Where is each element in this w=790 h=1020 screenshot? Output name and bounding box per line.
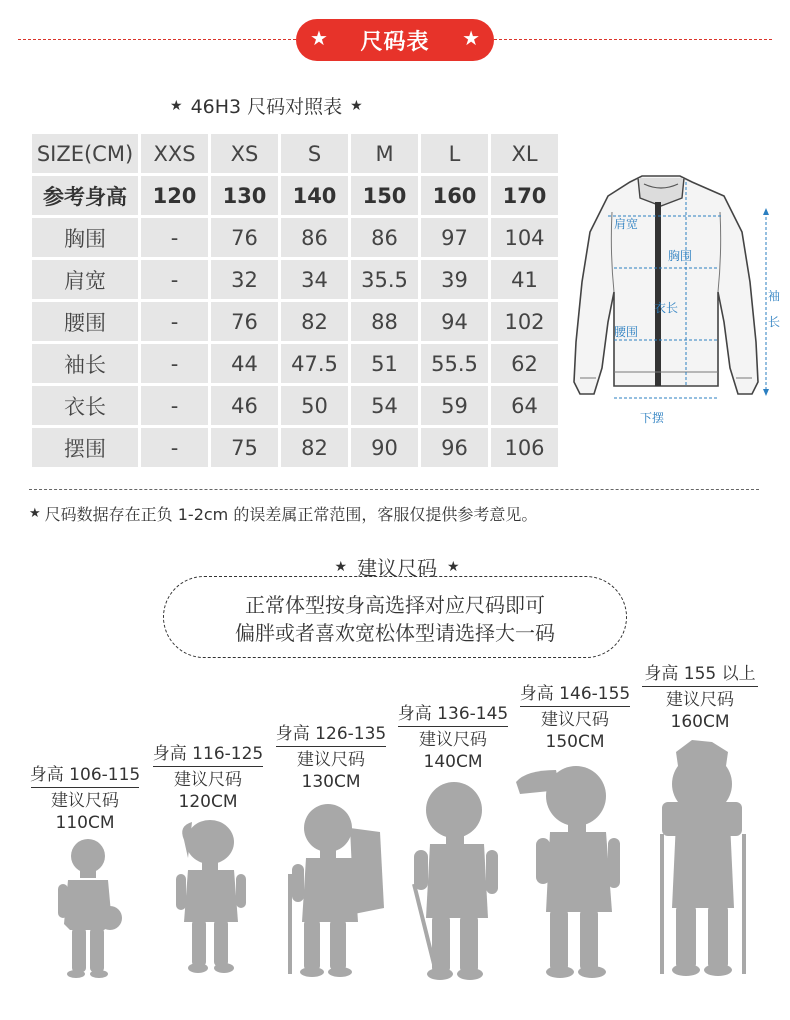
table-title: [170, 92, 420, 119]
kid-size-2: [150, 739, 266, 813]
recommend-line-2: 偏胖或者喜欢宽松体型请选择大一码: [235, 621, 555, 645]
header-badge: [296, 19, 494, 61]
table-cell: 104: [491, 218, 558, 257]
kid-size: 130CM: [301, 772, 361, 792]
kid-height: 身高 136-145: [397, 704, 509, 724]
star-icon: ★: [447, 558, 460, 575]
table-cell: 44: [211, 344, 278, 383]
table-cell: 59: [421, 386, 488, 425]
table-row: [32, 344, 558, 383]
row-label: 腰围: [32, 302, 138, 341]
table-cell: 39: [421, 260, 488, 299]
table-title-text: 46H3 尺码对照表: [190, 96, 343, 118]
recommend-line-1: 正常体型按身高选择对应尺码即可: [245, 593, 545, 617]
table-cell: -: [141, 428, 208, 467]
table-cell: 94: [421, 302, 488, 341]
table-cell: 150: [351, 176, 418, 215]
table-cell: 102: [491, 302, 558, 341]
label-length: 衣长: [654, 301, 679, 315]
kid-size-3: [273, 719, 389, 793]
table-cell: 86: [351, 218, 418, 257]
row-label: 摆围: [32, 428, 138, 467]
kid-size-4: [395, 699, 511, 773]
kid-height: 身高 116-125: [152, 744, 264, 764]
table-cell: -: [141, 218, 208, 257]
kid-height: 身高 106-115: [29, 765, 141, 785]
kid-height: 身高 146-155: [519, 684, 631, 704]
label-sleeve-1: 袖: [768, 289, 781, 303]
page-title: 尺码表: [360, 29, 430, 55]
kid-underline: [31, 787, 139, 788]
note-divider: [29, 489, 759, 490]
jacket-diagram-svg: [552, 172, 790, 432]
kid-label: 建议尺码: [419, 730, 487, 750]
table-cell: 97: [421, 218, 488, 257]
column-header: SIZE(CM): [32, 134, 138, 173]
kid-size: 140CM: [423, 752, 483, 772]
table-row: [32, 302, 558, 341]
label-hem: 下摆: [640, 411, 665, 425]
child-silhouette-1: [56, 836, 126, 978]
recommend-box: [163, 576, 627, 658]
kid-label: 建议尺码: [666, 690, 734, 710]
table-cell: 96: [421, 428, 488, 467]
star-icon: ★: [350, 97, 363, 114]
table-cell: 47.5: [281, 344, 348, 383]
table-cell: 41: [491, 260, 558, 299]
column-header: M: [351, 134, 418, 173]
table-row: [32, 176, 558, 215]
star-icon: ★: [310, 26, 328, 50]
table-cell: 90: [351, 428, 418, 467]
size-table: [29, 131, 561, 470]
table-cell: 54: [351, 386, 418, 425]
label-waist: 腰围: [614, 325, 639, 339]
kid-height: 身高 126-135: [275, 724, 387, 744]
table-cell: 55.5: [421, 344, 488, 383]
table-cell: 88: [351, 302, 418, 341]
table-cell: 32: [211, 260, 278, 299]
header-divider-right: [494, 39, 772, 40]
table-cell: 82: [281, 302, 348, 341]
table-row: [32, 428, 558, 467]
recommend-title-text: 建议尺码: [357, 556, 437, 580]
table-cell: 120: [141, 176, 208, 215]
row-label: 胸围: [32, 218, 138, 257]
table-cell: 86: [281, 218, 348, 257]
kid-label: 建议尺码: [174, 770, 242, 790]
kid-height: 身高 155 以上: [644, 664, 756, 684]
arrow-icon: [763, 208, 769, 215]
table-cell: -: [141, 344, 208, 383]
table-cell: 62: [491, 344, 558, 383]
jacket-diagram: [552, 172, 790, 432]
kid-underline: [276, 746, 386, 747]
column-header: S: [281, 134, 348, 173]
child-silhouette-2: [174, 818, 250, 976]
column-header: XS: [211, 134, 278, 173]
kid-label: 建议尺码: [541, 710, 609, 730]
table-cell: 75: [211, 428, 278, 467]
jacket-outline: [574, 176, 758, 394]
child-silhouette-6: [652, 738, 752, 978]
table-cell: -: [141, 386, 208, 425]
label-chest: 胸围: [668, 249, 693, 263]
table-cell: 76: [211, 302, 278, 341]
kid-size-1: [28, 760, 142, 834]
table-cell: 76: [211, 218, 278, 257]
table-row: [32, 260, 558, 299]
star-icon: ★: [334, 558, 347, 575]
label-shoulder: 肩宽: [614, 217, 639, 231]
table-cell: 140: [281, 176, 348, 215]
star-icon: ★: [29, 506, 41, 521]
table-row: [32, 218, 558, 257]
label-sleeve: [768, 288, 784, 329]
kid-size: 110CM: [55, 813, 115, 833]
table-row: [32, 386, 558, 425]
row-label: 袖长: [32, 344, 138, 383]
star-icon: ★: [170, 97, 183, 114]
table-cell: 64: [491, 386, 558, 425]
table-cell: 130: [211, 176, 278, 215]
row-label: 衣长: [32, 386, 138, 425]
kid-size: 120CM: [178, 792, 238, 812]
table-cell: -: [141, 260, 208, 299]
table-cell: 35.5: [351, 260, 418, 299]
table-cell: 51: [351, 344, 418, 383]
kid-label: 建议尺码: [51, 791, 119, 811]
table-cell: -: [141, 302, 208, 341]
arrow-icon: [763, 389, 769, 396]
kid-underline: [520, 706, 630, 707]
kid-size: 150CM: [545, 732, 605, 752]
child-silhouette-4: [402, 778, 506, 982]
table-cell: 46: [211, 386, 278, 425]
table-cell: 50: [281, 386, 348, 425]
table-cell: 170: [491, 176, 558, 215]
header-divider-left: [18, 39, 296, 40]
kid-underline: [398, 726, 508, 727]
kid-underline: [153, 766, 263, 767]
table-cell: 106: [491, 428, 558, 467]
table-cell: 82: [281, 428, 348, 467]
column-header: XXS: [141, 134, 208, 173]
column-header: L: [421, 134, 488, 173]
child-silhouette-3: [284, 798, 388, 978]
row-label: 肩宽: [32, 260, 138, 299]
table-cell: 34: [281, 260, 348, 299]
table-cell: 160: [421, 176, 488, 215]
kid-underline: [642, 686, 758, 687]
star-icon: ★: [462, 26, 480, 50]
size-note: [29, 502, 537, 525]
kid-label: 建议尺码: [297, 750, 365, 770]
column-header: XL: [491, 134, 558, 173]
row-label: 参考身高: [32, 176, 138, 215]
kid-size-6: [638, 659, 762, 733]
child-silhouette-5: [516, 756, 622, 980]
size-note-text: 尺码数据存在正负 1-2cm 的误差属正常范围，客服仅提供参考意见。: [44, 505, 538, 524]
label-sleeve-2: 长: [768, 315, 781, 329]
kid-size: 160CM: [670, 712, 730, 732]
table-header-row: [32, 134, 558, 173]
kid-size-5: [517, 679, 633, 753]
